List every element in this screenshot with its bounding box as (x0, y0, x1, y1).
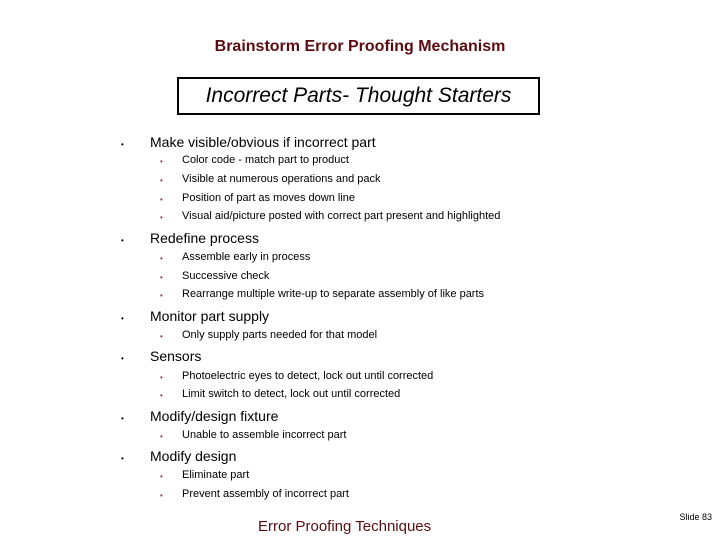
section-heading: Monitor part supply (150, 308, 270, 324)
bullet-icon: • (121, 140, 124, 149)
sub-bullet-icon: • (160, 157, 163, 166)
list-item: Limit switch to detect, lock out until corrected (182, 388, 401, 400)
section-heading: Modify design (150, 448, 237, 464)
sub-bullet-icon: • (160, 291, 163, 300)
list-item: Position of part as moves down line (182, 192, 356, 204)
sub-bullet-icon: • (160, 273, 163, 282)
sub-bullet-icon: • (160, 332, 163, 341)
list-item: Photoelectric eyes to detect, lock out until corrected (182, 370, 434, 382)
slide-title: Brainstorm Error Proofing Mechanism (214, 38, 506, 55)
sub-bullet-icon: • (160, 254, 163, 263)
sub-bullet-icon: • (160, 373, 163, 382)
footer-title: Error Proofing Techniques (258, 518, 432, 535)
sub-bullet-icon: • (160, 195, 163, 204)
section-heading: Make visible/obvious if incorrect part (150, 134, 376, 150)
list-item: Assemble early in process (182, 251, 311, 263)
section-heading: Sensors (150, 348, 202, 364)
sub-bullet-icon: • (160, 391, 163, 400)
bullet-icon: • (121, 454, 124, 463)
list-item: Only supply parts needed for that model (182, 329, 378, 341)
sub-bullet-icon: • (160, 213, 163, 222)
slide-number: Slide 83 (679, 512, 712, 522)
list-item: Visual aid/picture posted with correct part present and highlighted (182, 210, 501, 222)
list-item: Visible at numerous operations and pack (182, 173, 381, 185)
subtitle-box: Incorrect Parts- Thought Starters (177, 77, 540, 115)
sub-bullet-icon: • (160, 176, 163, 185)
section-heading: Modify/design fixture (150, 408, 279, 424)
list-item: Unable to assemble incorrect part (182, 429, 347, 441)
sub-bullet-icon: • (160, 432, 163, 441)
bullet-icon: • (121, 354, 124, 363)
list-item: Prevent assembly of incorrect part (182, 488, 349, 500)
list-item: Rearrange multiple write-up to separate assembly of like parts (182, 288, 485, 300)
bullet-icon: • (121, 414, 124, 423)
list-item: Successive check (182, 270, 270, 282)
bullet-icon: • (121, 314, 124, 323)
section-heading: Redefine process (150, 230, 259, 246)
sub-bullet-icon: • (160, 491, 163, 500)
sub-bullet-icon: • (160, 472, 163, 481)
list-item: Color code - match part to product (182, 154, 349, 166)
list-item: Eliminate part (182, 469, 250, 481)
bullet-icon: • (121, 236, 124, 245)
